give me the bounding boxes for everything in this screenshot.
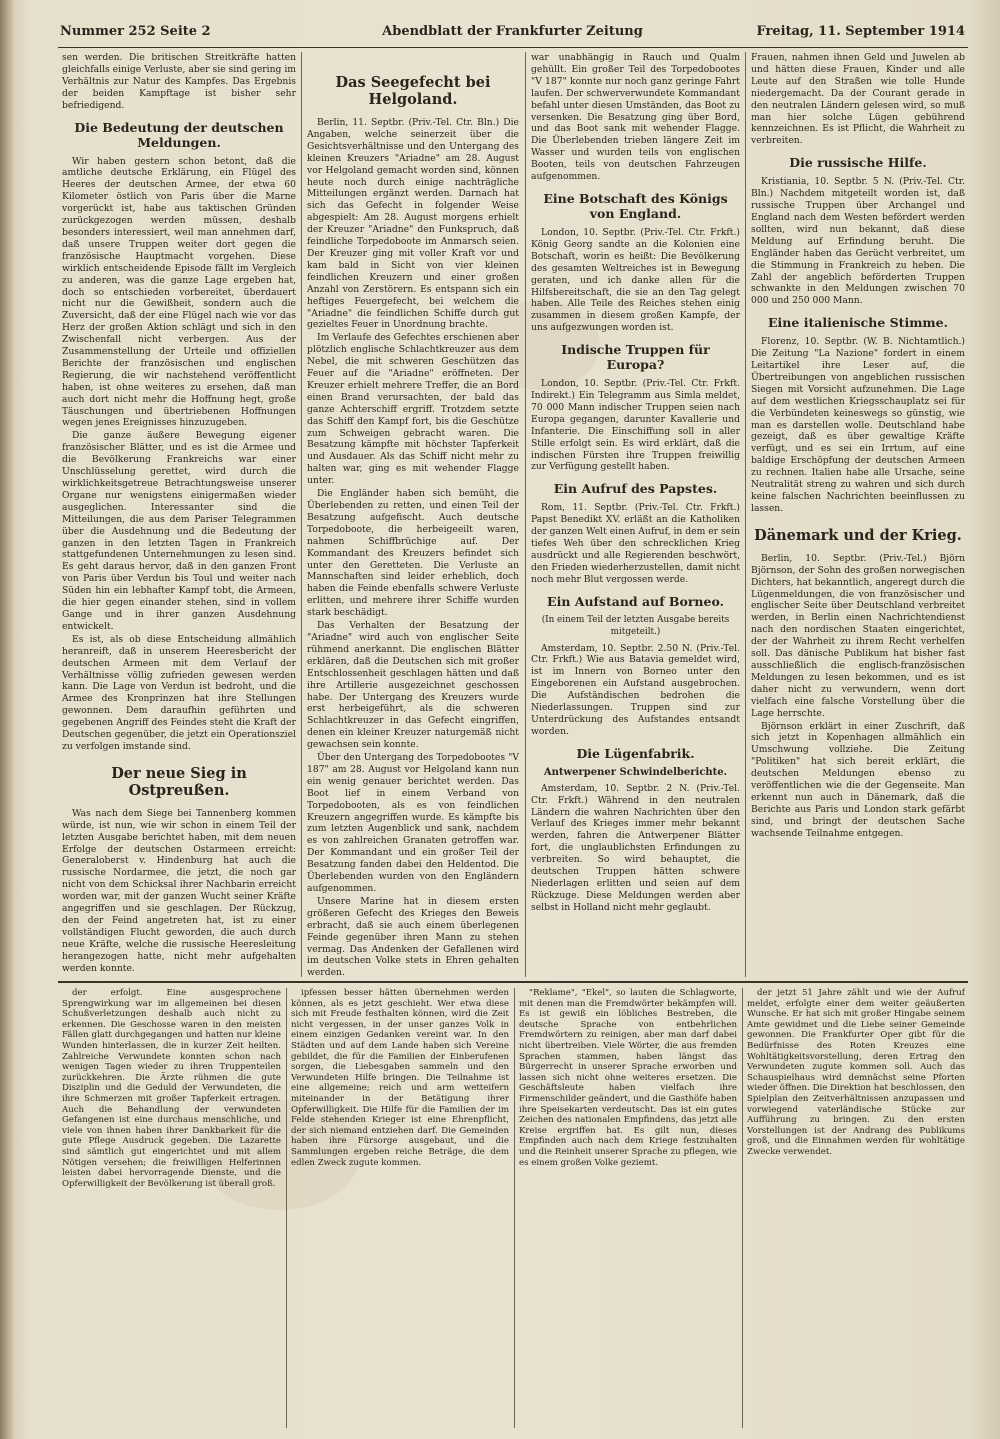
article-text: Rom, 11. Septbr. (Priv.-Tel. Ctr. Frkft.) Papst Benedikt XV. erläßt an die Katholiken der ganzen Welt einen Aufruf, in dem er sein tiefes Weh über den schrecklichen Krieg ausdrückt und alle Regierenden beschwört, den Frieden wiederherzustellen, damit nicht noch mehr Blut vergossen werde.: [531, 502, 740, 585]
feuilleton-text: ipfessen besser hätten übernehmen werden können, als es jetzt geschieht. Wer etwa diese sich mit Freude festhalten können, wird die Zeit nicht vergessen, in der unser ganzes Volk in einem einzigen Gedanken vereint war. In den Städten und auf dem Lande haben sich Vereine gebildet, die für die Familien der Einberufenen sorgen, die Liebesgaben sammeln und den Verwundeten Hilfe bringen. Die Teilnahme ist eine allgemeine; reich und arm wetteifern miteinander in der Betätigung ihrer Opferwilligkeit. Die Hilfe für die Familien der im Felde stehenden Krieger ist eine Ehrenpflicht, der sich niemand entziehen darf. Die Gemeinden haben ihre Fürsorge ausgebaut, und die Sammlungen ergeben reiche Beträge, die dem edlen Zweck zugute kommen.: [291, 988, 509, 1168]
column-3: [531, 52, 740, 977]
column-2: [307, 52, 519, 977]
headline: Eine italienische Stimme.: [768, 315, 948, 331]
column-divider: [514, 988, 515, 1428]
feuilleton-column-1: [62, 988, 281, 1428]
article-text: Berlin, 11. Septbr. (Priv.-Tel. Ctr. Bln.) Die Angaben, welche seinerzeit über die Gesichtsverhältnisse und den Untergang des kleinen Kreuzers "Ariadne" am 28. August vor Helgoland gemacht worden sind, können heute noch durch einige nachträgliche Mitteilungen ergänzt werden. Darnach hat sich das Gefecht in folgender Weise abgespielt: Am 28. August morgens erhielt der Kreuzer "Ariadne" den Funkspruch, daß feindliche Torpedoboote im Anmarsch seien. Der Kreuzer ging mit voller Kraft vor und kam bald in Sicht von vier kleinen feindlichen Kreuzern und einer großen Anzahl von Zerstörern. Es entspann sich ein heftiges Feuergefecht, bei welchem die "Ariadne" die feindlichen Schiffe durch gut gezieltes Feuer in Unordnung brachte.: [307, 117, 519, 331]
feuilleton-text: der jetzt 51 Jahre zählt und wie der Aufruf meldet, erfolgte einer dem weiter geäußerten Wunsche. Er hat sich mit großer Hingabe seinem Amte gewidmet und die Liebe seiner Gemeinde gewonnen. Die Frankfurter Oper gibt für die Bedürfnisse des Roten Kreuzes eine Wohltätigkeitsvorstellung, deren Ertrag den Verwundeten zugute kommen soll. Auch das Schauspielhaus wird demnächst seine Pforten wieder öffnen. Die Direktion hat beschlossen, den Spielplan den Zeitverhältnissen anzupassen und vorwiegend vaterländische Stücke zur Aufführung zu bringen. Zu den ersten Vorstellungen ist der Andrang des Publikums groß, und die Einnahmen werden für wohltätige Zwecke verwendet.: [747, 988, 965, 1157]
article-text: Was nach dem Siege bei Tannenberg kommen würde, ist nun, wie wir schon in einem Teil der letzten Ausgabe berichtet haben, mit dem neuen Erfolge der deutschen Ostarmeen erreicht: Generaloberst v. Hindenburg hat auch die russische Nordarmee, die jetzt, die noch gar nicht von dem Schicksal ihrer Nachbarin erreicht worden war, mit der ganzen Wucht seiner Kräfte angegriffen und sie geschlagen. Der Rückzug, den der Feind angetreten hat, ist zu einer vollständigen Flucht geworden, die auch durch neue Kräfte, welche die russische Heeresleitung herangezogen hatte, nicht mehr aufgehalten werden konnte.: [62, 807, 296, 974]
column-divider: [525, 52, 526, 977]
headline: Ein Aufstand auf Borneo.: [547, 593, 724, 609]
article-text: sen werden. Die britischen Streitkräfte hatten gleichfalls einige Verluste, aber sie sind gering im Verhältnis zur Natur des Kampfes. Das Ergebnis der beiden Kampftage ist bisher sehr befriedigend.: [62, 52, 296, 111]
masthead: [60, 22, 965, 44]
article-text: London, 10. Septbr. (Priv.-Tel. Ctr. Frkft.) König Georg sandte an die Kolonien eine Botschaft, worin es heißt: Die Bevölkerung des gesamten Weltreiches ist in Bewegung geraten, und ich danke allen für die Hilfsbereitschaft, die sie an den Tag gelegt haben. Alle Teile des Reiches stehen einig zusammen in diesem großen Kampfe, der uns aufgezwungen worden ist.: [531, 226, 740, 334]
headline: Ein Aufruf des Papstes.: [553, 481, 718, 497]
headline: Eine Botschaft des Königs von England.: [543, 190, 728, 221]
article-text: Amsterdam, 10. Septbr. 2.50 N. (Priv.-Tel. Ctr. Frkft.) Wie aus Batavia gemeldet wird, ist im Innern von Borneo unter den Eingeborenen ein Aufstand ausgebrochen. Die Aufständischen bedrohen die Niederlassungen. Truppen sind zur Unterdrückung des Aufstandes entsandt worden.: [531, 642, 740, 737]
article-text: war unabhängig in Rauch und Qualm gehüllt. Ein großer Teil des Torpedobootes "V 187" konnte nur noch ganz geringe Fahrt laufen. Der schwerverwundete Kommandant befahl unter diesen Umständen, das Boot zu versenken. Die Besatzung ging über Bord, und das Boot sank mit wehender Flagge. Die Überlebenden trieben längere Zeit im Wasser und wurden teils von englischen Booten, teils von deutschen Fahrzeugen aufgenommen.: [531, 52, 740, 183]
page-number: Nummer 252 Seite 2: [60, 24, 211, 39]
column-4: [751, 52, 965, 977]
headline: Der neue Sieg in Ostpreußen.: [111, 764, 247, 799]
article-text: Unsere Marine hat in diesem ersten größeren Gefecht des Krieges den Beweis erbracht, daß sie auch einem überlegenen Feinde gegenüber ihren Mann zu stehen vermag. Das Andenken der Gefallenen wird im deutschen Volke stets in Ehren gehalten werden.: [307, 895, 519, 977]
column-divider: [286, 988, 287, 1428]
article-text: Björnson erklärt in einer Zuschrift, daß sich jetzt in Kopenhagen allmählich ein Umschwung vollziehe. Die Zeitung "Politiken" hat sich bereit erklärt, die deutschen Meldungen ebenso zu veröffentlichen wie die der Gegenseite. Man erkennt nun auch in Dänemark, daß die Berichte aus Paris und London stark gefärbt sind, und bringt der deutschen Sache wachsende Teilnahme entgegen.: [751, 720, 965, 839]
column-divider: [301, 52, 302, 977]
headline: Die Bedeutung der deutschen Meldungen.: [74, 119, 284, 150]
article-text: Berlin, 10. Septbr. (Priv.-Tel.) Björn Björnson, der Sohn des großen norwegischen Dichters, hat bekanntlich, angeregt durch die Lügenmeldungen, die von französischer und englischer Seite über Deutschland verbreitet werden, in Berlin einen Nachrichtendienst nach den nordischen Staaten eingerichtet, der der Wahrheit zu ihrem Recht verhelfen soll. Das dänische Publikum hat bisher fast ausschließlich die englisch-französischen Meldungen zu lesen bekommen, und es ist daher nicht zu verwundern, wenn dort vielfach eine falsche Vorstellung über die Lage herrschte.: [751, 552, 965, 719]
binding-spine: [0, 0, 14, 1439]
article-text: Florenz, 10. Septbr. (W. B. Nichtamtlich.) Die Zeitung "La Nazione" fordert in einem Leitartikel ihre Leser auf, die Übertreibungen von angeblichen russischen Siegen mit Vorsicht aufzunehmen. Die Lage auf dem westlichen Kriegsschauplatz sei für die Verbündeten keineswegs so günstig, wie man es darstellen wolle. Deutschland habe gezeigt, daß es über gewaltige Kräfte verfügt, und es sei ein Irrtum, auf eine baldige Erschöpfung der deutschen Armeen zu rechnen. Italien habe alle Ursache, seine Neutralität streng zu wahren und sich durch keine falschen Nachrichten beeinflussen zu lassen.: [751, 336, 965, 514]
editor-note: (In einem Teil der letzten Ausgabe bereits mitgeteilt.): [541, 614, 730, 637]
headline: Die Lügenfabrik.: [576, 745, 695, 761]
article-text: [62, 976, 296, 977]
feuilleton-column-2: [291, 988, 509, 1428]
header-rule: [58, 47, 968, 48]
article-text: London, 10. Septbr. (Priv.-Tel. Ctr. Frkft. Indirekt.) Ein Telegramm aus Simla meldet, 70 000 Mann indischer Truppen seien nach Europa gegangen, darunter Kavallerie und Infanterie. Die Einschiffung soll in aller Stille erfolgt sein. Es wird erklärt, daß die indischen Fürsten ihre Truppen freiwillig zur Verfügung gestellt haben.: [531, 378, 740, 473]
article-text: Die ganze äußere Bewegung eigener französischer Blätter, und es ist die Armee und die Bevölkerung Frankreichs war einer Unschlüsselung gerettet, wird durch die wirklichkeitsgetreue Betrachtungsweise unserer Organe nur wenigstens einigermaßen wieder ausgeglichen. Interessanter sind die Mitteilungen, die aus dem Pariser Telegrammen über die Ausdehnung und die Bedeutung der ganzen in den letzten Tagen in Frankreich stattgefundenen Unternehmungen zu lesen sind. Es geht daraus hervor, daß in den ganzen Front von Paris über Verdun bis Toul und weiter nach Süden hin ein lebhafter Kampf tobt, die Armeen, die hier gegen einander stehen, sind in vollem Gange und in ihrer ganzen Ausdehnung entwickelt.: [62, 430, 296, 632]
article-text: Wir haben gestern schon betont, daß die amtliche deutsche Erklärung, ein Flügel des Heeres der deutschen Armee, der etwa 60 Kilometer östlich von Paris über die Marne vorgerückt ist, habe aus taktischen Gründen zurückgezogen werden müssen, deshalb besonders interessiert, weil man annehmen darf, daß unsere Truppen weiter dort gegen die französische Hauptmacht vorgehen. Diese wirklich entscheidende Episode fällt im Vergleich zu anderen, was die ganze Lage ergeben hat, doch so entschieden vorbereitet, überdauert nicht nur die Gewißheit, sondern auch die Zuversicht, daß der eine Flügel nach wie vor das Herz der großen Aktion schlägt und sich in den Zwischenfall nicht verbergen. Aus der Zusammenstellung der Urteile und offiziellen Berichte der französischen und englischen Regierung, die wir nachstehend veröffentlicht haben, ist ohne weiteres zu ersehen, daß man auch dort nicht mehr die Hoffnung hegt, große Täuschungen und übertriebenen Hoffnungen wegen jenes Ereignisses hinzuzugeben.: [62, 155, 296, 429]
issue-date: Freitag, 11. September 1914: [756, 24, 965, 39]
feuilleton-column-4: [747, 988, 965, 1428]
subheadline: Antwerpener Schwindelberichte.: [543, 766, 728, 778]
article-text: Frauen, nahmen ihnen Geld und Juwelen ab und hätten diese Frauen, Kinder und alle Leute auf den Straßen wie tolle Hunde niedergemacht. Da der Courant gerade in den neutralen Ländern gelesen wird, so muß man hier solche Lügen gebührend kennzeichnen. Es ist Pflicht, die Wahrheit zu verbreiten.: [751, 52, 965, 147]
column-1: [62, 52, 296, 977]
feuilleton-column-3: [519, 988, 737, 1428]
feuilleton-text: der erfolgt. Eine ausgesprochene Sprengwirkung war im allgemeinen bei diesen Schußverletzungen deshalb auch nicht zu erkennen. Die Geschosse waren in den meisten Fällen glatt durchgegangen und hatten nur kleine Wunden hinterlassen, die in kurzer Zeit heilten. Zahlreiche Verwundete konnten schon nach wenigen Tagen wieder zu ihren Truppenteilen zurückkehren. Die Ärzte rühmen die gute Disziplin und die Geduld der Verwundeten, die ihre Schmerzen mit großer Tapferkeit ertragen. Auch die Behandlung der verwundeten Gefangenen ist eine durchaus menschliche, und viele von ihnen haben ihrer Dankbarkeit für die gute Pflege Ausdruck gegeben. Die Lazarette sind sämtlich gut eingerichtet und mit allem Nötigen versehen; die freiwilligen Helferinnen leisten dabei hervorragende Dienste, und die Opferwilligkeit der Bevölkerung ist überall groß.: [62, 988, 281, 1189]
headline: Die russische Hilfe.: [789, 155, 927, 171]
newspaper-title: Abendblatt der Frankfurter Zeitung: [382, 24, 643, 39]
article-text: Das Verhalten der Besatzung der "Ariadne" wird auch von englischer Seite rühmend anerkannt. Die englischen Blätter erklären, daß die Deutschen sich mit großer Entschlossenheit geschlagen hätten und daß ihre Artillerie ausgezeichnet geschossen habe. Der Untergang des Kreuzers wurde erst herbeigeführt, als die schweren Schlachtkreuzer in das Gefecht eingriffen, denen ein kleiner Kreuzer naturgemäß nicht gewachsen sein konnte.: [307, 620, 519, 751]
headline: Das Seegefecht bei Helgoland.: [335, 74, 491, 108]
column-divider: [742, 988, 743, 1428]
article-text: Kristiania, 10. Septbr. 5 N. (Priv.-Tel. Ctr. Bln.) Nachdem mitgeteilt worden ist, daß russische Truppen über Archangel und England nach dem Westen befördert werden sollten, wird nun bekannt, daß diese Meldung auf Erfindung beruht. Die Engländer haben das Gerücht verbreitet, um die Stimmung in Frankreich zu heben. Die Zahl der angeblich beförderten Truppen schwankte in den Meldungen zwischen 70 000 und 250 000 Mann.: [751, 176, 965, 307]
headline: Dänemark und der Krieg.: [754, 526, 962, 544]
feuilleton-rule: [58, 981, 968, 983]
headline: Indische Truppen für Europa?: [561, 342, 710, 373]
feuilleton-text: "Reklame", "Ekel", so lauten die Schlagworte, mit denen man die Fremdwörter bekämpfen will. Es ist gewiß ein löbliches Bestreben, die deutsche Sprache von entbehrlichen Fremdwörtern zu reinigen, aber man darf dabei nicht übertreiben. Viele Wörter, die aus fremden Sprachen stammen, haben längst das Bürgerrecht in unserer Sprache erworben und lassen sich nicht ohne weiteres ersetzen. Die Geschäftsleute haben vielfach ihre Firmenschilder geändert, und die Gasthöfe haben ihre Speisekarten verdeutscht. Das ist ein gutes Zeichen des nationalen Empfindens, das jetzt alle Kreise ergriffen hat. Es gilt nun, dieses Empfinden auch nach dem Kriege festzuhalten und die Reinheit unserer Sprache zu pflegen, wie es einem großen Volke geziemt.: [519, 988, 737, 1168]
article-text: Über den Untergang des Torpedobootes "V 187" am 28. August vor Helgoland kann nun ein wenig genauer berichtet werden. Das Boot lief in einem Verband von Torpedobooten, als es von feindlichen Kreuzern angegriffen wurde. Es kämpfte bis zum letzten Augenblick und sank, nachdem es von zahlreichen Granaten getroffen war. Der Kommandant und ein großer Teil der Besatzung fanden dabei den Heldentod. Die Überlebenden wurden von den Engländern aufgenommen.: [307, 752, 519, 894]
article-text: Im Verlaufe des Gefechtes erschienen aber plötzlich englische Schlachtkreuzer aus dem Nebel, die mit schweren Geschützen das Feuer auf die "Ariadne" eröffneten. Der Kreuzer erhielt mehrere Treffer, die an Bord einen Brand verursachten, der bald das ganze Achterschiff ergriff. Trotzdem setzte das Schiff den Kampf fort, bis die Geschütze zum Schweigen gebracht waren. Die Besatzung kämpfte mit höchster Tapferkeit und Ausdauer. Als das Schiff nicht mehr zu halten war, ging es mit wehender Flagge unter.: [307, 332, 519, 487]
article-text: Es ist, als ob diese Entscheidung allmählich heranreift, daß in unserem Heeresbericht der deutschen Armeen mit dem Verlauf der Verhältnisse völlig zufrieden gewesen werden kann. Die Lage von Verdun ist bedroht, und die Armee des Kronprinzen hat ihre Stellungen gewonnen. Dem daraufhin geführten und gegebenen Angriff des Feindes steht die Kraft der Deutschen gegenüber, die jetzt ein Operationsziel zu verfolgen imstande sind.: [62, 633, 296, 752]
article-text: Amsterdam, 10. Septbr. 2 N. (Priv.-Tel. Ctr. Frkft.) Während in den neutralen Ländern die wahren Nachrichten über den Verlauf des Krieges immer mehr bekannt werden, fahren die Antwerpener Blätter fort, die unglaublichsten Erfindungen zu verbreiten. So wird behauptet, die deutschen Truppen hätten schwere Niederlagen erlitten und seien auf dem Rückzuge. Diese Meldungen werden aber selbst in Holland nicht mehr geglaubt.: [531, 782, 740, 913]
article-text: Die Engländer haben sich bemüht, die Überlebenden zu retten, und einen Teil der Besatzung aufgefischt. Auch deutsche Torpedoboote, die herbeigeeilt waren, nahmen Schiffbrüchige auf. Der Kommandant des Kreuzers befindet sich unter den Geretteten. Die Verluste an Mannschaften sind leider erheblich, doch haben die Feinde ebenfalls schwere Verluste erlitten, und mehrere ihrer Schiffe wurden stark beschädigt.: [307, 488, 519, 619]
column-divider: [745, 52, 746, 977]
